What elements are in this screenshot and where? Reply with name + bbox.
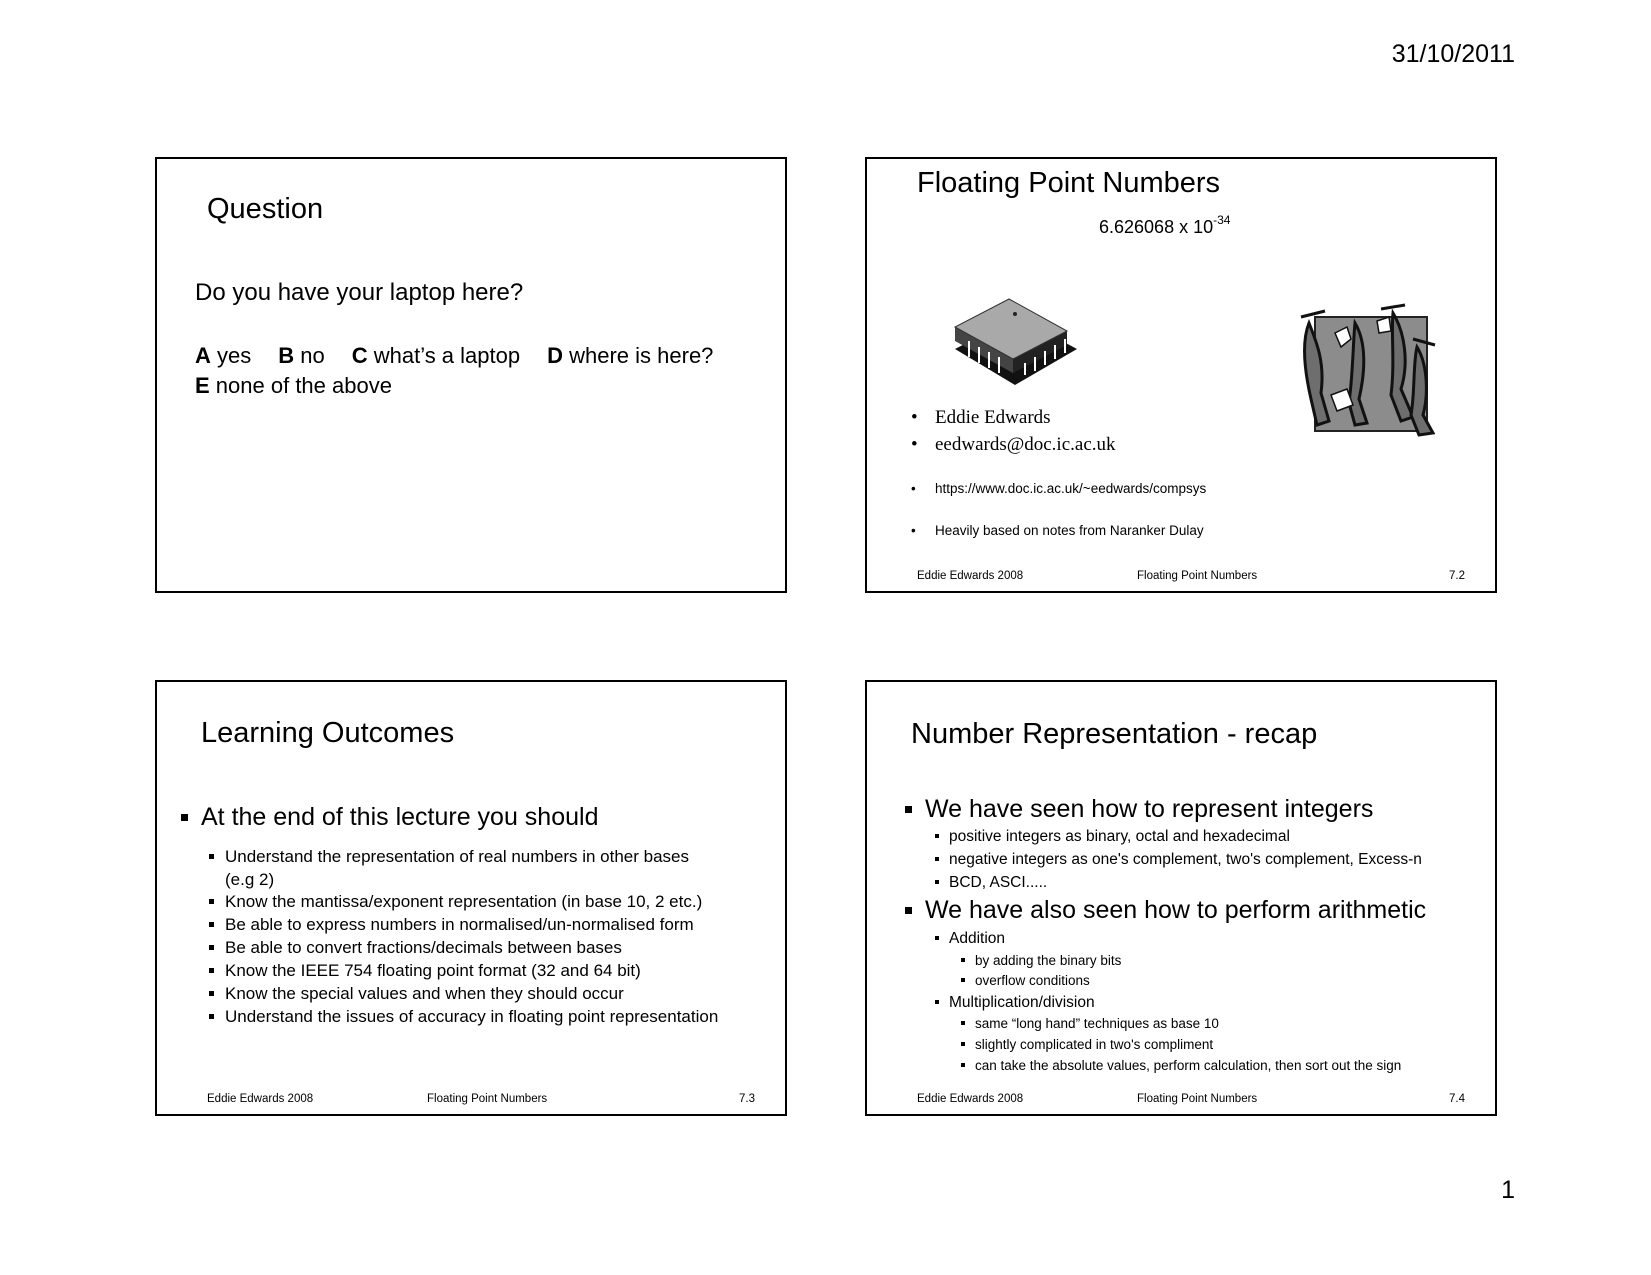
sci-exponent: -34: [1213, 213, 1231, 227]
slide-title: Learning Outcomes: [201, 717, 455, 749]
answer-text: no: [294, 343, 325, 368]
list-item: [209, 938, 622, 958]
credit-text: Heavily based on notes from Naranker Dulay: [935, 523, 1204, 538]
footer-topic: Floating Point Numbers: [427, 1093, 548, 1105]
page-number: 1: [1501, 1176, 1515, 1204]
list-subitem: [961, 1016, 1219, 1031]
square-bullet-icon: [961, 1021, 965, 1025]
list-item: [935, 994, 1095, 1012]
slide-title: Floating Point Numbers: [917, 167, 1221, 199]
square-bullet-icon: [935, 936, 939, 940]
square-bullet-icon: [209, 899, 214, 904]
square-bullet-icon: [961, 1063, 965, 1067]
item-text: can take the absolute values, perform calculation, then sort out the sign: [975, 1058, 1402, 1073]
square-bullet-icon: [209, 1014, 214, 1019]
list-subitem: [961, 973, 1090, 988]
list-item: [935, 851, 1422, 869]
square-bullet-icon: [209, 991, 214, 996]
item-text: negative integers as one's complement, two's complement, Excess-n: [949, 851, 1422, 868]
item-text: same “long hand” techniques as base 10: [975, 1016, 1219, 1031]
list-item-continuation: [225, 870, 274, 890]
square-bullet-icon: [905, 806, 912, 813]
footer-slide-number: 7.2: [1449, 570, 1465, 582]
slide-question: [155, 157, 787, 593]
answer-key: D: [547, 343, 563, 368]
bullet-url: • https://www.doc.ic.ac.uk/~eedwards/compsys: [911, 481, 1207, 496]
bullet-credit: • Heavily based on notes from Naranker Dulay: [911, 523, 1204, 538]
microchip-image: [953, 287, 1077, 387]
footer-author: Eddie Edwards 2008: [917, 1093, 1024, 1105]
item-text: Be able to convert fractions/decimals between bases: [225, 938, 622, 957]
footer-author: Eddie Edwards 2008: [917, 570, 1024, 582]
answer-key: B: [278, 343, 295, 368]
list-item-lead: [181, 803, 598, 832]
slide-title: Number Representation - recap: [911, 718, 1318, 750]
list-item: [935, 874, 1047, 892]
square-bullet-icon: [181, 814, 188, 821]
course-url: https://www.doc.ic.ac.uk/~eedwards/compsys: [935, 481, 1207, 496]
square-bullet-icon: [961, 1042, 965, 1046]
item-text: Be able to express numbers in normalised/un-normalised form: [225, 915, 694, 934]
square-bullet-icon: [935, 857, 939, 861]
item-text: Multiplication/division: [949, 994, 1095, 1011]
list-item: [209, 961, 641, 981]
question-text: Do you have your laptop here?: [195, 279, 524, 306]
item-text: Know the IEEE 754 floating point format (32 and 64 bit): [225, 961, 641, 980]
slide-floating-point-numbers: [865, 157, 1497, 593]
footer-topic: Floating Point Numbers: [1137, 1093, 1258, 1105]
list-item: [209, 892, 702, 912]
square-bullet-icon: [209, 945, 214, 950]
answer-options-line-1: [195, 343, 713, 369]
square-bullet-icon: [935, 880, 939, 884]
answer-text: where is here?: [563, 343, 714, 368]
sci-mantissa: 6.626068 x 10: [1099, 217, 1214, 237]
square-bullet-icon: [209, 968, 214, 973]
item-text: positive integers as binary, octal and hexadecimal: [949, 828, 1290, 845]
answer-text: what’s a laptop: [367, 343, 521, 368]
answer-key: C: [351, 343, 368, 368]
author-name: Eddie Edwards: [935, 407, 1051, 428]
item-text: BCD, ASCI.....: [949, 874, 1048, 891]
footer-slide-number: 7.3: [739, 1093, 755, 1105]
footer-author: Eddie Edwards 2008: [207, 1093, 314, 1105]
item-text: Addition: [949, 930, 1006, 947]
square-bullet-icon: [935, 834, 939, 838]
list-item: [209, 984, 624, 1004]
square-bullet-icon: [209, 922, 214, 927]
answer-key: A: [195, 343, 211, 368]
bullet-author: • Eddie Edwards: [911, 407, 1051, 428]
slide-number-representation: [865, 680, 1497, 1116]
item-text: Know the mantissa/exponent representation (in base 10, 2 etc.): [225, 892, 703, 911]
scientific-number: [1099, 213, 1230, 238]
item-text: Understand the issues of accuracy in floating point representation: [225, 1007, 719, 1026]
square-bullet-icon: [935, 1000, 939, 1004]
item-text: We have also seen how to perform arithmetic: [925, 896, 1427, 924]
list-item: [209, 847, 689, 867]
list-item: [935, 930, 1005, 948]
list-subitem: [961, 1058, 1401, 1073]
item-text: At the end of this lecture you should: [201, 803, 599, 831]
page-date: 31/10/2011: [1391, 40, 1515, 68]
bullet-email: • eedwards@doc.ic.ac.uk: [911, 434, 1116, 455]
answer-options-line-2: [195, 373, 392, 399]
footer-slide-number: 7.4: [1449, 1093, 1465, 1105]
item-text: We have seen how to represent integers: [925, 795, 1374, 823]
list-item: [935, 828, 1290, 846]
footer-topic: Floating Point Numbers: [1137, 570, 1258, 582]
list-subitem: [961, 953, 1121, 968]
item-text: (e.g 2): [225, 870, 275, 889]
item-text: overflow conditions: [975, 973, 1090, 988]
people-clipart-image: [1295, 303, 1441, 443]
slide-learning-outcomes: [155, 680, 787, 1116]
square-bullet-icon: [209, 854, 214, 859]
item-text: slightly complicated in two's compliment: [975, 1037, 1214, 1052]
list-item: [209, 915, 694, 935]
square-bullet-icon: [905, 907, 912, 914]
answer-text: yes: [210, 343, 252, 368]
square-bullet-icon: [961, 978, 965, 982]
list-item: [209, 1007, 718, 1027]
item-text: by adding the binary bits: [975, 953, 1122, 968]
list-heading: [905, 896, 1426, 925]
author-email: eedwards@doc.ic.ac.uk: [935, 434, 1116, 455]
slide-title: Question: [207, 193, 324, 225]
answer-key: E: [195, 373, 210, 398]
list-subitem: [961, 1037, 1213, 1052]
item-text: Understand the representation of real numbers in other bases: [225, 847, 689, 866]
answer-text: none of the above: [209, 373, 392, 398]
item-text: Know the special values and when they should occur: [225, 984, 624, 1003]
list-heading: [905, 795, 1373, 824]
square-bullet-icon: [961, 958, 965, 962]
